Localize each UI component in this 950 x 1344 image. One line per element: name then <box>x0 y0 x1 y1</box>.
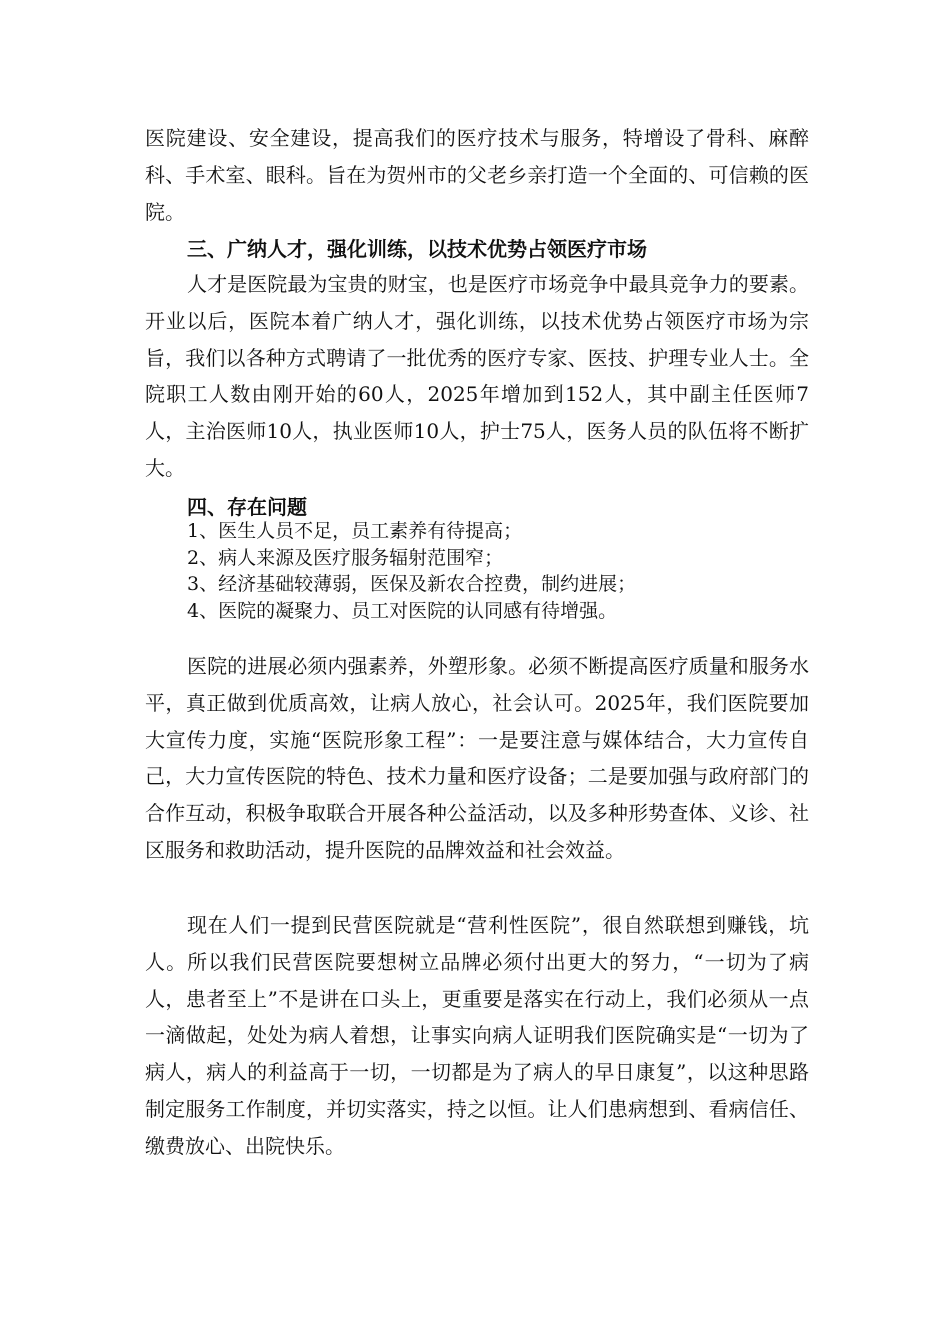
section-3-paragraph: 人才是医院最为宝贵的财宝，也是医疗市场竞争中最具竞争力的要素。开业以后，医院本着广纳人才，强化训练，以技术优势占领医疗市场为宗旨，我们以各种方式聘请了一批优秀的医疗专家、医技、护理专业人士。全院职工人数由刚开始的60人，2025年增加到152人，其中副主任医师7人，主治医师10人，执业医师10人，护士75人，医务人员的队伍将不断扩大。 <box>145 272 809 480</box>
section-4-heading: 四、存在问题 <box>187 495 307 519</box>
problem-item: 4、医院的凝聚力、员工对医院的认同感有待增强。 <box>187 599 618 622</box>
section-3-heading: 三、广纳人才，强化训练，以技术优势占领医疗市场 <box>187 237 647 261</box>
closing-paragraph: 现在人们一提到民营医院就是“营利性医院”，很自然联想到赚钱，坑人。所以我们民营医院要想树立品牌必须付出更大的努力，“一切为了病人，患者至上”不是讲在口头上，更重要是落实在行动上，我们必须从一点一滴做起，处处为病人着想，让事实向病人证明我们医院确实是“一切为了病人，病人的利益高于一切，一切都是为了病人的早日康复”，以这种思路制定服务工作制度，并切实落实，持之以恒。让人们患病想到、看病信任、缴费放心、出院快乐。 <box>145 913 809 1158</box>
problem-item: 1、医生人员不足，员工素养有待提高； <box>187 520 523 542</box>
problem-list <box>145 518 809 624</box>
problem-item: 3、经济基础较薄弱，医保及新农合控费，制约进展； <box>187 573 637 595</box>
intro-paragraph: 医院建设、安全建设，提高我们的医疗技术与服务，特增设了骨科、麻醉科、手术室、眼科。旨在为贺州市的父老乡亲打造一个全面的、可信赖的医院。 <box>145 126 809 224</box>
development-paragraph: 医院的进展必须内强素养，外塑形象。必须不断提高医疗质量和服务水平，真正做到优质高效，让病人放心，社会认可。2025年，我们医院要加大宣传力度，实施“医院形象工程”：一是要注意与媒体结合，大力宣传自己，大力宣传医院的特色、技术力量和医疗设备；二是要加强与政府部门的合作互动，积极争取联合开展各种公益活动，以及多种形势查体、义诊、社区服务和救助活动，提升医院的品牌效益和社会效益。 <box>145 654 809 862</box>
problem-item: 2、病人来源及医疗服务辐射范围窄； <box>187 546 504 569</box>
